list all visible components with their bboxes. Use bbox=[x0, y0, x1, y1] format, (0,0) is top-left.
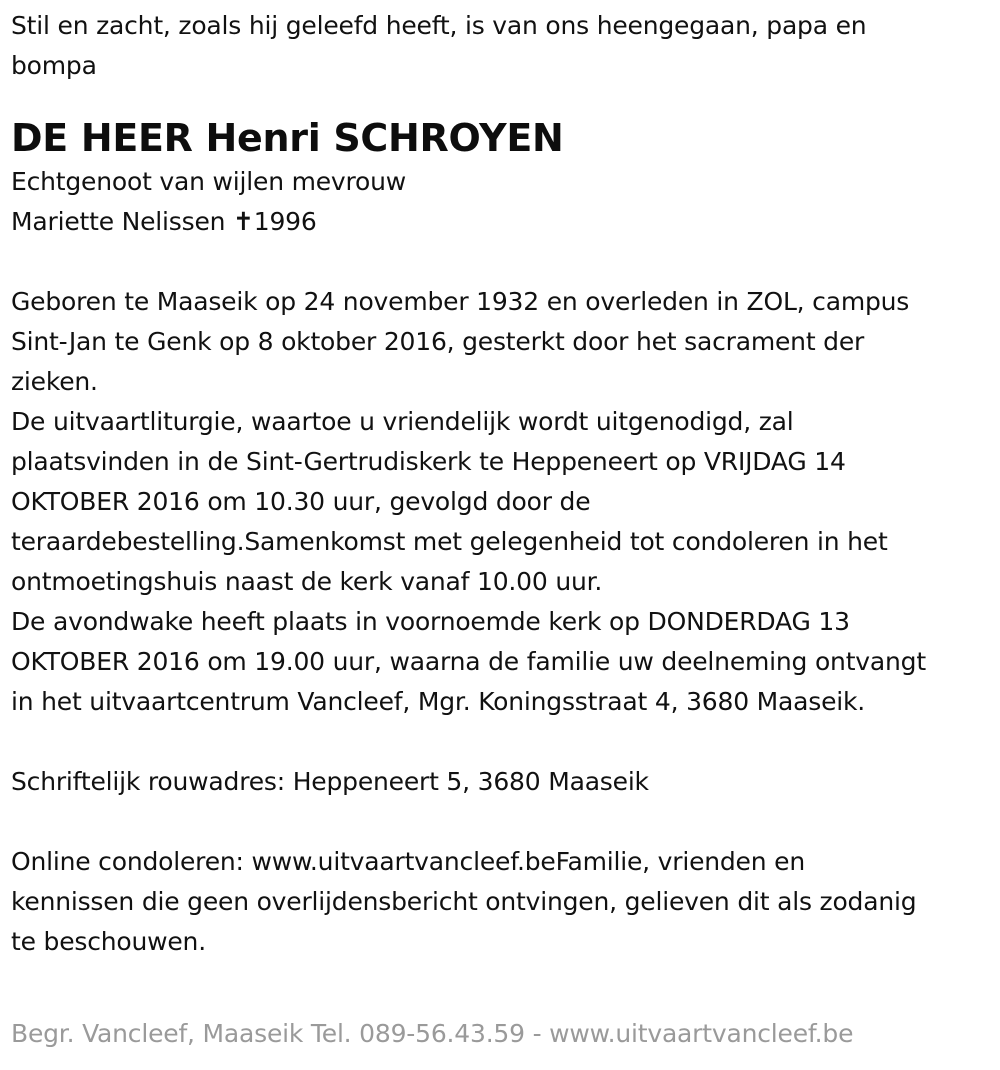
intro-line-1: Stil en zacht, zoals hij geleefd heeft, is van ons heengegaan, papa en bbox=[11, 11, 867, 40]
details-line: plaatsvinden in de Sint-Gertrudiskerk te Heppeneert op VRIJDAG 14 bbox=[11, 447, 846, 476]
online-line: te beschouwen. bbox=[11, 927, 206, 956]
spouse-line-2: Mariette Nelissen ✝1996 bbox=[11, 207, 317, 236]
obituary-notice bbox=[11, 6, 996, 962]
details-line: Geboren te Maaseik op 24 november 1932 en overleden in ZOL, campus bbox=[11, 287, 910, 316]
deceased-name: DE HEER Henri SCHROYEN bbox=[11, 116, 564, 160]
details-line: in het uitvaartcentrum Vancleef, Mgr. Koningsstraat 4, 3680 Maaseik. bbox=[11, 687, 866, 716]
online-line: Online condoleren: www.uitvaartvancleef.beFamilie, vrienden en bbox=[11, 847, 805, 876]
details-line: teraardebestelling.Samenkomst met gelegenheid tot condoleren in het bbox=[11, 527, 888, 556]
funeral-home-footer: Begr. Vancleef, Maaseik Tel. 089-56.43.59 - www.uitvaartvancleef.be bbox=[11, 1019, 854, 1048]
spacer bbox=[11, 722, 996, 762]
details-line: De avondwake heeft plaats in voornoemde kerk op DONDERDAG 13 bbox=[11, 607, 850, 636]
details-block bbox=[11, 282, 996, 722]
details-line: Sint-Jan te Genk op 8 oktober 2016, gesterkt door het sacrament der bbox=[11, 327, 865, 356]
details-line: OKTOBER 2016 om 10.30 uur, gevolgd door de bbox=[11, 487, 591, 516]
details-line: OKTOBER 2016 om 19.00 uur, waarna de familie uw deelneming ontvangt bbox=[11, 647, 926, 676]
details-line: ontmoetingshuis naast de kerk vanaf 10.00 uur. bbox=[11, 567, 603, 596]
spouse-line-1: Echtgenoot van wijlen mevrouw bbox=[11, 167, 407, 196]
online-condolence-block bbox=[11, 842, 996, 962]
details-line: De uitvaartliturgie, waartoe u vriendelijk wordt uitgenodigd, zal bbox=[11, 407, 794, 436]
intro-line-2: bompa bbox=[11, 51, 97, 80]
spacer bbox=[11, 802, 996, 842]
details-line: zieken. bbox=[11, 367, 98, 396]
spacer bbox=[11, 242, 996, 282]
mourning-address: Schriftelijk rouwadres: Heppeneert 5, 3680 Maaseik bbox=[11, 767, 649, 796]
online-line: kennissen die geen overlijdensbericht ontvingen, gelieven dit als zodanig bbox=[11, 887, 917, 916]
